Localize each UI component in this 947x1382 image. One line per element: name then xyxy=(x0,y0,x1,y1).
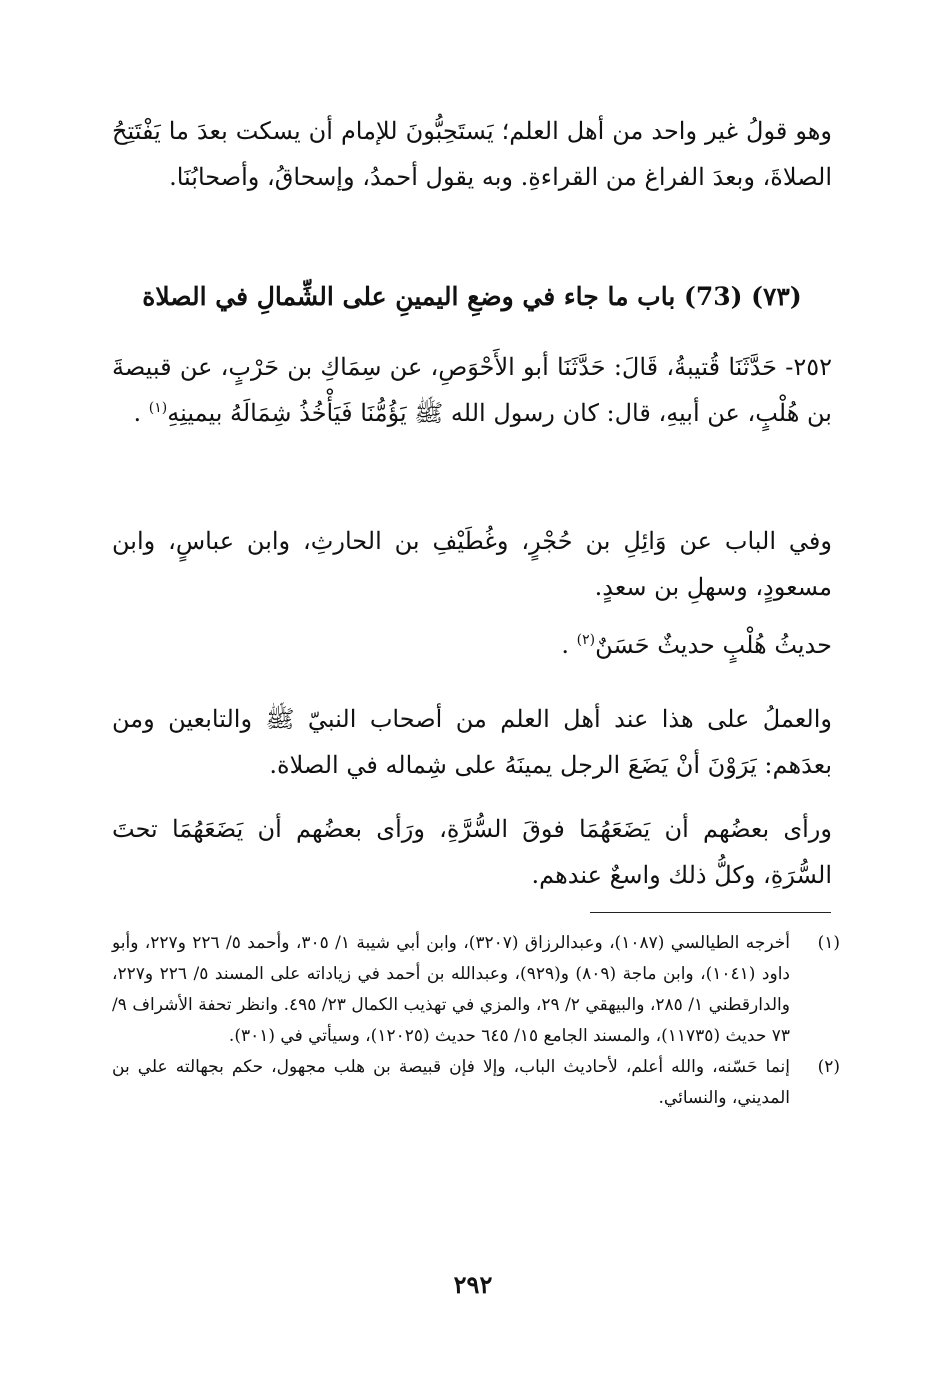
amal-text: والعملُ على هذا عند أهل العلم من أصحاب النبيّ ﷺ والتابعين ومن بعدَهم: يَرَوْنَ أنْ يَضَعَ الرجل يمينَهُ على شِماله في الصلاة. xyxy=(112,705,832,779)
page-number: ٢٩٢ xyxy=(453,1270,493,1299)
footnote-number-1: (١) xyxy=(817,933,840,953)
hadith-text: ٢٥٢- حَدَّثَنَا قُتيبةُ، قَالَ: حَدَّثَنَا أبو الأَحْوَصِ، عن سِمَاكِ بن حَرْبٍ، عن قبيصةَ بن هُلْبٍ، عن أبيهِ، قال: كان رسول الله ﷺ يَؤُمُّنَا فَيَأْخُذُ شِمَالَهُ بيمينِهِ xyxy=(112,353,832,427)
hukm-end-mark: . xyxy=(561,631,577,659)
footnote-text-2: إنما حَسّنه، والله أعلم، لأحاديث الباب، وإلا فإن قبيصة بن هلب مجهول، حكم بجهالته علي بن المديني، والنسائي. xyxy=(112,1057,790,1108)
intro-paragraph xyxy=(112,108,832,200)
hukm-paragraph xyxy=(112,622,832,668)
footnote-divider xyxy=(590,912,831,913)
raay-paragraph xyxy=(112,806,832,898)
raay-text: ورأى بعضُهم أن يَضَعَهُمَا فوقَ السُّرَّةِ، ورَأى بعضُهم أن يَضَعَهُمَا تحتَ السُّرَةِ، وكلُّ ذلك واسعٌ عندهم. xyxy=(112,815,832,889)
amal-paragraph xyxy=(112,696,832,788)
footnote-1 xyxy=(112,928,840,1052)
footnote-number-2: (٢) xyxy=(817,1057,840,1077)
chapter-heading-text: (٧٣) (73) باب ما جاء في وضعِ اليمينِ على الشِّمالِ في الصلاة xyxy=(142,282,802,311)
hukm-text: حديثُ هُلْبٍ حديثٌ حَسَنٌ xyxy=(595,631,832,659)
footnote-text-1: أخرجه الطيالسي (١٠٨٧)، وعبدالرزاق (٣٢٠٧)، وابن أبي شيبة ١/ ٣٠٥، وأحمد ٥/ ٢٢٦ و٢٢٧، وأبو داود (١٠٤١)، وابن ماجة (٨٠٩) و(٩٢٩)، وعبدالله بن أحمد في زياداته على المسند ٥/ ٢٢٦ و٢٢٧، والدارقطني ١/ ٢٨٥، والبيهقي ٢/ ٢٩، والمزي في تهذيب الكمال ٢٣/ ٤٩٥. وانظر تحفة الأشراف ٩/ ٧٣ حديث (١١٧٣٥)، والمسند الجامع ١٥/ ٦٤٥ حديث (١٢٠٢٥)، وسيأتي في (٣٠١). xyxy=(112,933,790,1046)
footnote-2 xyxy=(112,1052,840,1114)
chapter-heading xyxy=(112,272,832,322)
footnote-ref-2[interactable]: (٢) xyxy=(576,632,596,648)
footnote-ref-1[interactable]: (١) xyxy=(148,400,168,416)
footnotes xyxy=(112,928,840,1114)
intro-text: وهو قولُ غير واحد من أهل العلم؛ يَستَحِبُّونَ للإمام أن يسكت بعدَ ما يَفْتَتِحُ الصلاةَ، وبعدَ الفراغ من القراءةِ. وبه يقول أحمدُ، وإسحاقُ، وأصحابُنَا. xyxy=(112,117,832,191)
hadith-paragraph xyxy=(112,344,832,436)
hadith-end-mark: . xyxy=(133,399,149,427)
bab-paragraph xyxy=(112,518,832,610)
bab-text: وفي الباب عن وَائِلِ بن حُجْرٍ، وغُطَيْفِ بن الحارثِ، وابن عباسٍ، وابن مسعودٍ، وسهلِ بن سعدٍ. xyxy=(112,527,832,601)
